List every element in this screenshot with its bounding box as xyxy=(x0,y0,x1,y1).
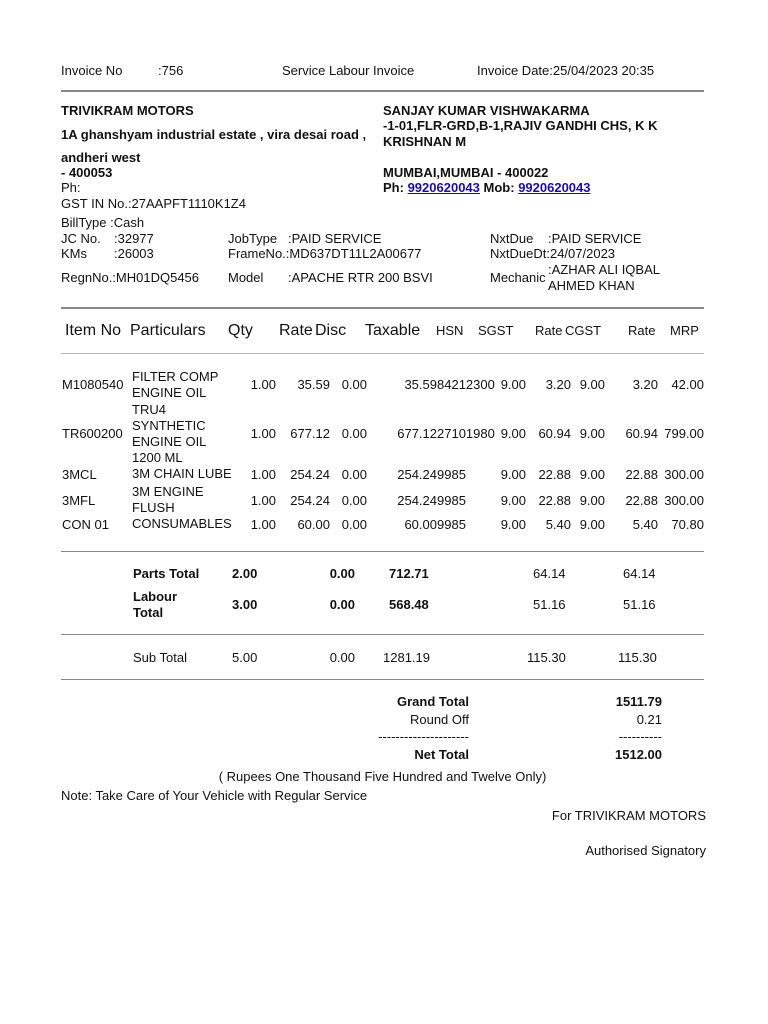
cell-sgst-amount: 22.88 xyxy=(538,467,571,482)
cell-mrp: 300.00 xyxy=(664,493,704,508)
cell-item-no: 3MFL xyxy=(62,493,96,508)
parts-total-label: Parts Total xyxy=(133,566,200,581)
divider xyxy=(61,307,704,309)
cell-hsn: 9985 xyxy=(437,517,466,532)
col-header-disc: Disc xyxy=(315,322,347,339)
seller-pin: - 400053 xyxy=(61,165,113,180)
authorised-signatory: Authorised Signatory xyxy=(585,843,706,858)
customer-address-line2: KRISHNAN M xyxy=(383,134,467,149)
cell-rate: 677.12 xyxy=(290,426,330,441)
nxtdue-label: NxtDue xyxy=(490,231,534,246)
cell-taxable: 35.59 xyxy=(404,377,437,392)
cell-hsn: 9985 xyxy=(437,493,466,508)
kms-value: :26003 xyxy=(114,246,154,261)
frame-no: FrameNo.:MD637DT11L2A00677 xyxy=(228,246,422,261)
cell-disc: 0.00 xyxy=(341,426,367,441)
sub-total-cgst: 115.30 xyxy=(618,650,657,665)
cell-particulars: FLUSH xyxy=(132,500,175,515)
cell-sgst-amount: 22.88 xyxy=(538,493,571,508)
labour-total-label-2: Total xyxy=(133,605,164,620)
divider xyxy=(61,634,704,635)
customer-address-line1: -1-01,FLR-GRD,B-1,RAJIV GANDHI CHS, K K xyxy=(383,118,658,133)
cell-qty: 1.00 xyxy=(250,517,276,532)
cell-disc: 0.00 xyxy=(341,493,367,508)
cell-sgst-rate: 9.00 xyxy=(500,517,526,532)
customer-name: SANJAY KUMAR VISHWAKARMA xyxy=(383,103,590,118)
jobtype-label: JobType xyxy=(228,231,278,246)
cell-qty: 1.00 xyxy=(250,493,276,508)
invoice-date: Invoice Date:25/04/2023 20:35 xyxy=(477,63,655,78)
cell-qty: 1.00 xyxy=(250,467,276,482)
col-header-particulars: Particulars xyxy=(130,322,206,339)
kms-label: KMs xyxy=(61,246,87,261)
col-header-sgst-rate: Rate xyxy=(535,323,563,338)
col-header-hsn: HSN xyxy=(436,323,464,338)
cell-sgst-rate: 9.00 xyxy=(500,377,526,392)
seller-name: TRIVIKRAM MOTORS xyxy=(61,103,194,118)
amount-in-words: ( Rupees One Thousand Five Hundred and Twelve Only) xyxy=(218,769,547,784)
cell-mrp: 70.80 xyxy=(671,517,704,532)
divider xyxy=(61,90,704,92)
bill-type: BillType :Cash xyxy=(61,215,145,230)
divider xyxy=(61,551,704,552)
phone-label: Ph: xyxy=(383,180,404,195)
round-off-label: Round Off xyxy=(409,712,469,727)
sub-total-label: Sub Total xyxy=(133,650,187,665)
col-header-qty: Qty xyxy=(228,322,253,339)
cell-particulars: 3M CHAIN LUBE xyxy=(132,466,232,481)
mechanic-value-line1: :AZHAR ALI IQBAL xyxy=(548,262,660,277)
invoice-no-label: Invoice No xyxy=(61,63,123,78)
mechanic-label: Mechanic xyxy=(490,270,546,285)
invoice-title: Service Labour Invoice xyxy=(282,63,415,78)
cell-cgst-amount: 22.88 xyxy=(625,467,658,482)
divider xyxy=(61,353,704,354)
for-company: For TRIVIKRAM MOTORS xyxy=(551,808,706,823)
grand-total-value: 1511.79 xyxy=(615,694,662,709)
jc-label: JC No. xyxy=(61,231,101,246)
cell-rate: 254.24 xyxy=(290,493,330,508)
seller-gst: GST IN No.:27AAPFT1110K1Z4 xyxy=(61,196,246,211)
cell-cgst-rate: 9.00 xyxy=(579,377,605,392)
dash-separator-right: ---------- xyxy=(618,729,662,744)
cell-particulars: FILTER COMP xyxy=(132,369,219,384)
cell-item-no: 3MCL xyxy=(62,467,97,482)
cell-disc: 0.00 xyxy=(341,377,367,392)
nxtdue-value: :PAID SERVICE xyxy=(548,231,642,246)
sub-total-disc: 0.00 xyxy=(329,650,355,665)
cell-rate: 35.59 xyxy=(297,377,330,392)
model-label: Model xyxy=(228,270,264,285)
jc-value: :32977 xyxy=(114,231,154,246)
cell-sgst-rate: 9.00 xyxy=(500,493,526,508)
cell-particulars: ENGINE OIL xyxy=(132,385,207,400)
cell-sgst-rate: 9.00 xyxy=(500,426,526,441)
net-total-label: Net Total xyxy=(414,747,469,762)
parts-total-sgst: 64.14 xyxy=(533,566,566,581)
col-header-taxable: Taxable xyxy=(365,322,421,339)
mobile-label: Mob: xyxy=(483,180,515,195)
cell-cgst-rate: 9.00 xyxy=(579,517,605,532)
cell-sgst-amount: 60.94 xyxy=(538,426,571,441)
labour-total-sgst: 51.16 xyxy=(533,597,566,612)
cell-qty: 1.00 xyxy=(250,426,276,441)
labour-total-taxable: 568.48 xyxy=(389,597,429,612)
cell-hsn: 27101980 xyxy=(437,426,495,441)
cell-rate: 254.24 xyxy=(290,467,330,482)
cell-hsn: 84212300 xyxy=(437,377,495,392)
cell-hsn: 9985 xyxy=(437,467,466,482)
parts-total-disc: 0.00 xyxy=(329,566,355,581)
jobtype-value: :PAID SERVICE xyxy=(288,231,382,246)
cell-cgst-rate: 9.00 xyxy=(579,493,605,508)
net-total-value: 1512.00 xyxy=(615,747,662,762)
sub-total-taxable: 1281.19 xyxy=(383,650,430,665)
col-header-sgst: SGST xyxy=(478,323,514,338)
cell-sgst-rate: 9.00 xyxy=(500,467,526,482)
cell-particulars: 3M ENGINE xyxy=(132,484,204,499)
seller-phone: Ph: xyxy=(61,180,81,195)
cell-item-no: CON 01 xyxy=(62,517,109,532)
cell-particulars: TRU4 xyxy=(132,402,166,417)
parts-total-taxable: 712.71 xyxy=(389,566,429,581)
divider xyxy=(61,679,704,680)
cell-cgst-amount: 3.20 xyxy=(632,377,658,392)
cell-sgst-amount: 3.20 xyxy=(545,377,571,392)
cell-cgst-rate: 9.00 xyxy=(579,467,605,482)
col-header-cgst: CGST xyxy=(565,323,602,338)
cell-cgst-amount: 5.40 xyxy=(632,517,658,532)
cell-cgst-rate: 9.00 xyxy=(579,426,605,441)
col-header-item: Item No xyxy=(65,322,122,339)
cell-taxable: 677.12 xyxy=(397,426,437,441)
labour-total-label-1: Labour xyxy=(133,589,178,604)
mechanic-value-line2: AHMED KHAN xyxy=(548,278,635,293)
model-value: :APACHE RTR 200 BSVI xyxy=(288,270,433,285)
cell-item-no: M1080540 xyxy=(62,377,124,392)
cell-particulars: 1200 ML xyxy=(132,450,183,465)
cell-particulars: CONSUMABLES xyxy=(132,516,232,531)
phone-link[interactable]: 9920620043 xyxy=(407,180,480,195)
cell-cgst-amount: 22.88 xyxy=(625,493,658,508)
invoice-no-value: :756 xyxy=(158,63,184,78)
round-off-value: 0.21 xyxy=(636,712,662,727)
labour-total-disc: 0.00 xyxy=(329,597,355,612)
dash-separator-left: --------------------- xyxy=(378,729,469,744)
cell-taxable: 60.00 xyxy=(404,517,437,532)
cell-disc: 0.00 xyxy=(341,467,367,482)
grand-total-label: Grand Total xyxy=(397,694,469,709)
nxtdue-date: NxtDueDt:24/07/2023 xyxy=(490,246,616,261)
seller-address-line1: 1A ghanshyam industrial estate , vira desai road , xyxy=(61,127,367,142)
cell-particulars: ENGINE OIL xyxy=(132,434,207,449)
col-header-mrp: MRP xyxy=(670,323,699,338)
regn-no: RegnNo.:MH01DQ5456 xyxy=(61,270,200,285)
customer-city: MUMBAI,MUMBAI - 400022 xyxy=(383,165,549,180)
col-header-rate: Rate xyxy=(279,322,313,339)
cell-taxable: 254.24 xyxy=(397,493,437,508)
parts-total-cgst: 64.14 xyxy=(623,566,656,581)
cell-sgst-amount: 5.40 xyxy=(545,517,571,532)
cell-rate: 60.00 xyxy=(297,517,330,532)
seller-address-line2: andheri west xyxy=(61,150,141,165)
labour-total-qty: 3.00 xyxy=(232,597,258,612)
cell-item-no: TR600200 xyxy=(62,426,123,441)
parts-total-qty: 2.00 xyxy=(232,566,258,581)
cell-particulars: SYNTHETIC xyxy=(132,418,206,433)
cell-qty: 1.00 xyxy=(250,377,276,392)
cell-taxable: 254.24 xyxy=(397,467,437,482)
cell-cgst-amount: 60.94 xyxy=(625,426,658,441)
customer-contact xyxy=(383,180,591,195)
col-header-cgst-rate: Rate xyxy=(628,323,656,338)
sub-total-qty: 5.00 xyxy=(232,650,258,665)
cell-mrp: 42.00 xyxy=(671,377,704,392)
labour-total-cgst: 51.16 xyxy=(623,597,656,612)
cell-mrp: 300.00 xyxy=(664,467,704,482)
cell-mrp: 799.00 xyxy=(664,426,704,441)
service-note: Note: Take Care of Your Vehicle with Regular Service xyxy=(61,788,368,803)
cell-disc: 0.00 xyxy=(341,517,367,532)
sub-total-sgst: 115.30 xyxy=(527,650,566,665)
mobile-link[interactable]: 9920620043 xyxy=(518,180,591,195)
